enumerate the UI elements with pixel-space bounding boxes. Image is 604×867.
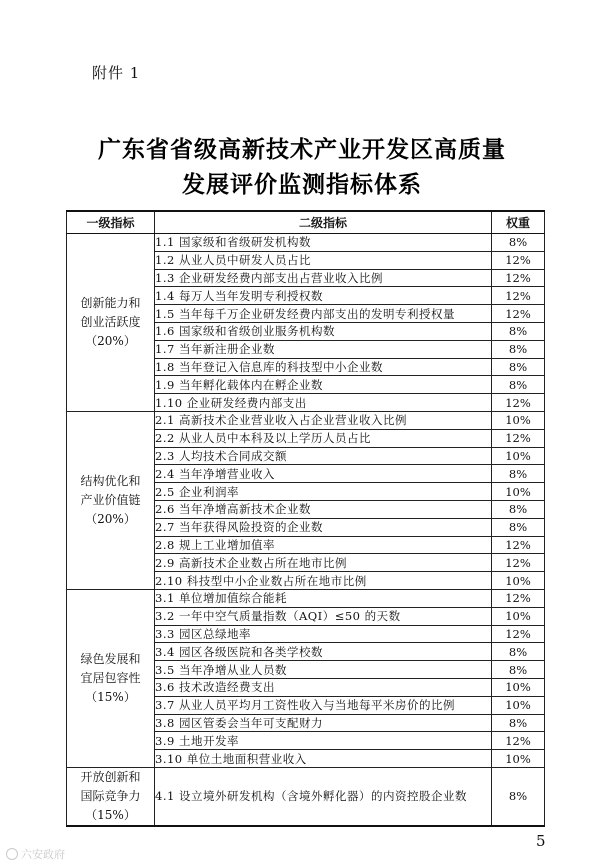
level1-indicator-line: 绿色发展和 [80, 651, 141, 666]
page-number: 5 [536, 832, 546, 850]
level2-indicator: 1.4 每万人当年发明专利授权数 [155, 287, 492, 305]
level2-indicator: 3.6 技术改造经费支出 [155, 678, 492, 696]
level1-indicator [67, 234, 155, 412]
level2-indicator: 2.9 高新技术企业数占所在地市比例 [155, 554, 492, 572]
level2-indicator: 2.1 高新技术企业营业收入占企业营业收入比例 [155, 411, 492, 429]
level1-indicator-line: （20%） [85, 511, 136, 526]
level2-indicator: 2.6 当年净增高新技术企业数 [155, 500, 492, 518]
level2-indicator: 2.7 当年获得风险投资的企业数 [155, 518, 492, 536]
indicator-weight: 8% [492, 376, 545, 394]
level2-indicator: 4.1 设立境外研发机构（含境外孵化器）的内资控股企业数 [155, 767, 492, 826]
indicator-weight: 12% [492, 589, 545, 607]
level1-indicator-line: 创新能力和 [80, 295, 141, 310]
indicator-weight: 12% [492, 305, 545, 323]
table-row [67, 411, 545, 429]
watermark-logo-icon [6, 848, 18, 860]
watermark-text: 六安政府 [21, 848, 65, 861]
indicator-weight: 12% [492, 732, 545, 750]
header-level1: 一级指标 [67, 211, 155, 234]
indicator-weight: 8% [492, 465, 545, 483]
level1-indicator-line: 开放创新和 [80, 769, 141, 784]
level2-indicator: 2.4 当年净增营业收入 [155, 465, 492, 483]
level1-indicator-line: （20%） [85, 333, 136, 348]
level2-indicator: 2.2 从业人员中本科及以上学历人员占比 [155, 429, 492, 447]
indicator-weight: 8% [492, 358, 545, 376]
level2-indicator: 1.1 国家级和省级研发机构数 [155, 234, 492, 252]
indicator-weight: 10% [492, 483, 545, 501]
level2-indicator: 3.2 一年中空气质量指数（AQI）≤50 的天数 [155, 607, 492, 625]
indicator-weight: 12% [492, 536, 545, 554]
level1-indicator-line: （15%） [85, 807, 136, 822]
attachment-label: 附件 1 [92, 64, 141, 82]
level1-indicator [67, 589, 155, 767]
indicator-weight: 12% [492, 394, 545, 412]
level2-indicator: 1.2 从业人员中研发人员占比 [155, 251, 492, 269]
table-row [67, 767, 545, 826]
indicator-weight: 10% [492, 572, 545, 590]
table-row [67, 234, 545, 252]
level2-indicator: 1.7 当年新注册企业数 [155, 340, 492, 358]
level2-indicator: 2.3 人均技术合同成交额 [155, 447, 492, 465]
table-row [67, 589, 545, 607]
indicator-weight: 10% [492, 447, 545, 465]
indicator-weight: 12% [492, 429, 545, 447]
watermark [6, 846, 65, 862]
level2-indicator: 3.3 园区总绿地率 [155, 625, 492, 643]
document-title-line2: 发展评价监测指标体系 [182, 172, 422, 198]
indicator-weight: 12% [492, 625, 545, 643]
indicator-weight: 8% [492, 234, 545, 252]
level2-indicator: 3.1 单位增加值综合能耗 [155, 589, 492, 607]
level1-indicator-line: 产业价值链 [80, 492, 141, 507]
indicator-weight: 8% [492, 500, 545, 518]
level2-indicator: 3.8 园区管委会当年可支配财力 [155, 714, 492, 732]
header-weight: 权重 [492, 211, 545, 234]
level1-indicator-line: 创业活跃度 [80, 314, 141, 329]
indicator-weight: 8% [492, 714, 545, 732]
indicator-weight: 8% [492, 767, 545, 826]
indicator-weight: 10% [492, 696, 545, 714]
level2-indicator: 1.5 当年每千万企业研发经费内部支出的发明专利授权量 [155, 305, 492, 323]
indicator-weight: 10% [492, 678, 545, 696]
indicator-weight: 10% [492, 607, 545, 625]
level1-indicator-line: 宜居包容性 [80, 670, 141, 685]
indicator-weight: 12% [492, 269, 545, 287]
indicator-weight: 8% [492, 643, 545, 661]
level2-indicator: 1.6 国家级和省级创业服务机构数 [155, 322, 492, 340]
document-title-line1: 广东省省级高新技术产业开发区高质量 [98, 137, 506, 163]
level2-indicator: 1.9 当年孵化载体内在孵企业数 [155, 376, 492, 394]
level2-indicator: 1.3 企业研发经费内部支出占营业收入比例 [155, 269, 492, 287]
indicator-weight: 8% [492, 340, 545, 358]
level1-indicator [67, 767, 155, 826]
level2-indicator: 3.10 单位土地面积营业收入 [155, 750, 492, 768]
level2-indicator: 1.8 当年登记入信息库的科技型中小企业数 [155, 358, 492, 376]
level1-indicator [67, 411, 155, 589]
level2-indicator: 3.4 园区各级医院和各类学校数 [155, 643, 492, 661]
indicator-weight: 8% [492, 661, 545, 679]
indicator-weight: 12% [492, 251, 545, 269]
level2-indicator: 3.7 从业人员平均月工资性收入与当地每平米房价的比例 [155, 696, 492, 714]
level2-indicator: 2.5 企业利润率 [155, 483, 492, 501]
indicator-table [66, 210, 545, 827]
indicator-weight: 12% [492, 287, 545, 305]
indicator-weight: 8% [492, 518, 545, 536]
indicator-weight: 12% [492, 554, 545, 572]
indicator-weight: 10% [492, 750, 545, 768]
level2-indicator: 3.5 当年净增从业人员数 [155, 661, 492, 679]
level2-indicator: 3.9 土地开发率 [155, 732, 492, 750]
indicator-weight: 10% [492, 411, 545, 429]
level2-indicator: 1.10 企业研发经费内部支出 [155, 394, 492, 412]
level1-indicator-line: 结构优化和 [80, 473, 141, 488]
level1-indicator-line: （15%） [85, 689, 136, 704]
header-level2: 二级指标 [155, 211, 492, 234]
level1-indicator-line: 国际竞争力 [80, 788, 141, 803]
indicator-weight: 8% [492, 322, 545, 340]
indicator-table-body [67, 234, 545, 826]
level2-indicator: 2.10 科技型中小企业数占所在地市比例 [155, 572, 492, 590]
level2-indicator: 2.8 规上工业增加值率 [155, 536, 492, 554]
